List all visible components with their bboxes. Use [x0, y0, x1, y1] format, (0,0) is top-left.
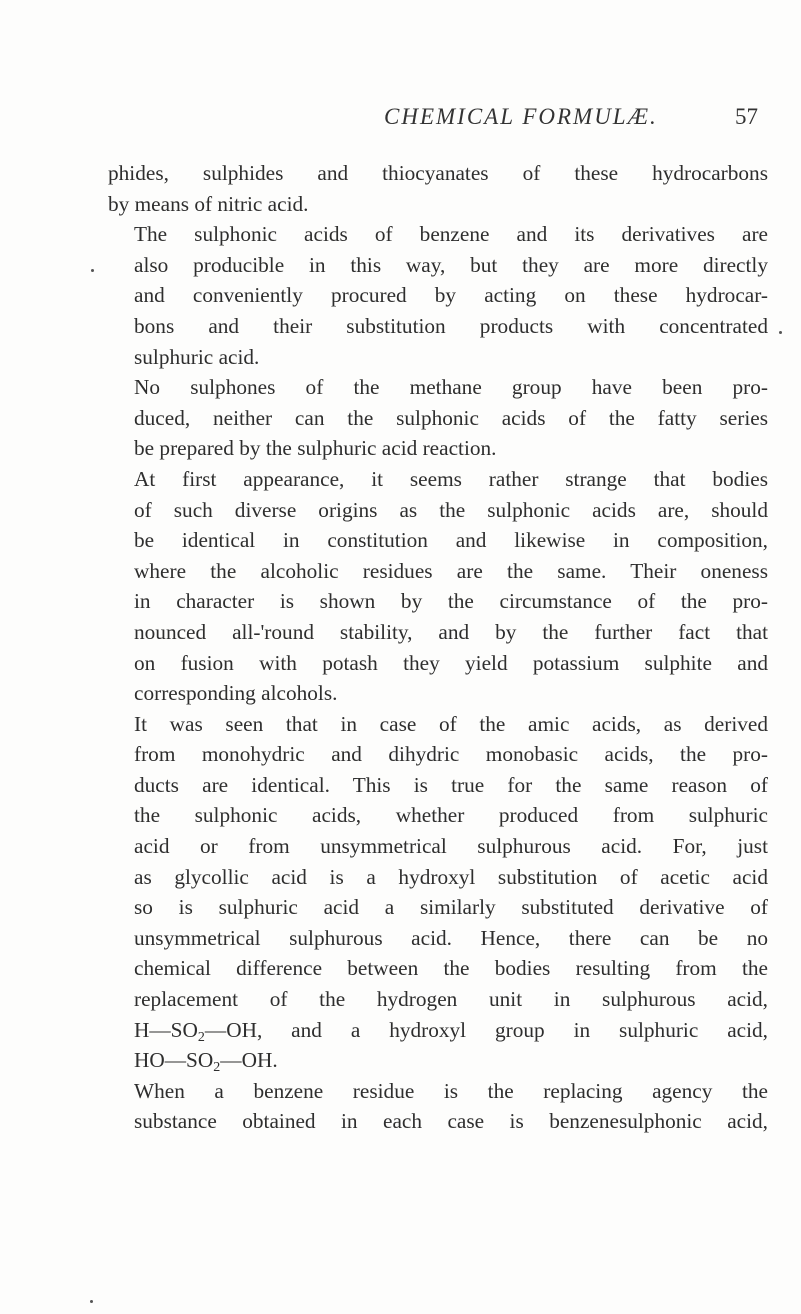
scan-speck	[779, 331, 782, 334]
text-line: chemical difference between the bodies resulting from the	[134, 956, 768, 981]
text-line: the sulphonic acids, whether produced from sulphuric	[134, 803, 768, 828]
text-line: No sulphones of the methane group have been pro-	[134, 375, 768, 400]
formula-subscript: 2	[213, 1060, 221, 1076]
paragraph	[108, 1076, 768, 1137]
text-line: be identical in constitution and likewise in composition,	[134, 528, 768, 553]
text-line: acid or from unsymmetrical sulphurous acid. For, just	[134, 834, 768, 859]
text-line: nounced all-'round stability, and by the further fact that	[134, 619, 768, 644]
running-title: CHEMICAL FORMULÆ.	[384, 104, 658, 129]
text-line: bons and their substitution products with concentrated	[134, 313, 768, 338]
paragraph	[108, 464, 768, 709]
text-line: At first appearance, it seems rather strange that bodies	[134, 466, 768, 491]
paragraph	[108, 709, 768, 1076]
text-line: on fusion with potash they yield potassium sulphite and	[134, 650, 768, 675]
text-line: phides, sulphides and thiocyanates of these hydrocarbons	[108, 161, 768, 185]
formula-text: H—SO	[134, 1017, 198, 1042]
running-head	[84, 104, 784, 144]
text-line: as glycollic acid is a hydroxyl substitution of acetic acid	[134, 864, 768, 889]
body-text	[108, 158, 768, 1137]
paragraph	[108, 158, 768, 219]
text-line: also producible in this way, but they are more directly	[134, 252, 768, 277]
formula-text: —OH, and a hydroxyl group in sulphuric acid,	[204, 1017, 768, 1042]
text-line: where the alcoholic residues are the same. Their oneness	[134, 558, 768, 583]
text-line: so is sulphuric acid a similarly substituted derivative of	[134, 895, 768, 920]
text-line: unsymmetrical sulphurous acid. Hence, there can be no	[134, 925, 768, 950]
text-line: The sulphonic acids of benzene and its derivatives are	[134, 222, 768, 247]
formula-line	[108, 1045, 768, 1076]
text-line: from monohydric and dihydric monobasic acids, the pro-	[134, 742, 768, 767]
text-line: replacement of the hydrogen unit in sulphurous acid,	[134, 987, 768, 1012]
text-line: be prepared by the sulphuric acid reaction.	[134, 436, 497, 461]
text-line: corresponding alcohols.	[134, 681, 338, 706]
text-line: by means of nitric acid.	[108, 191, 309, 216]
formula-text: HO—SO	[134, 1048, 214, 1073]
text-line: ducts are identical. This is true for the same reason of	[134, 772, 768, 797]
scan-speck	[90, 1300, 93, 1303]
text-line: sulphuric acid.	[134, 344, 260, 369]
paragraph	[108, 372, 768, 464]
text-line: duced, neither can the sulphonic acids of the fatty series	[134, 405, 768, 430]
formula-text: —OH.	[220, 1048, 278, 1073]
formula-subscript: 2	[197, 1029, 205, 1045]
formula-line	[108, 1015, 768, 1046]
text-line: When a benzene residue is the replacing agency the	[134, 1078, 768, 1103]
text-line: of such diverse origins as the sulphonic acids are, should	[134, 497, 768, 522]
scan-speck	[91, 269, 94, 272]
text-line: substance obtained in each case is benzenesulphonic acid,	[134, 1109, 768, 1134]
page-number: 57	[735, 104, 758, 129]
text-line: It was seen that in case of the amic acids, as derived	[134, 711, 768, 736]
paragraph	[108, 219, 768, 372]
text-line: in character is shown by the circumstance of the pro-	[134, 589, 768, 614]
text-line: and conveniently procured by acting on these hydrocar-	[134, 283, 768, 308]
